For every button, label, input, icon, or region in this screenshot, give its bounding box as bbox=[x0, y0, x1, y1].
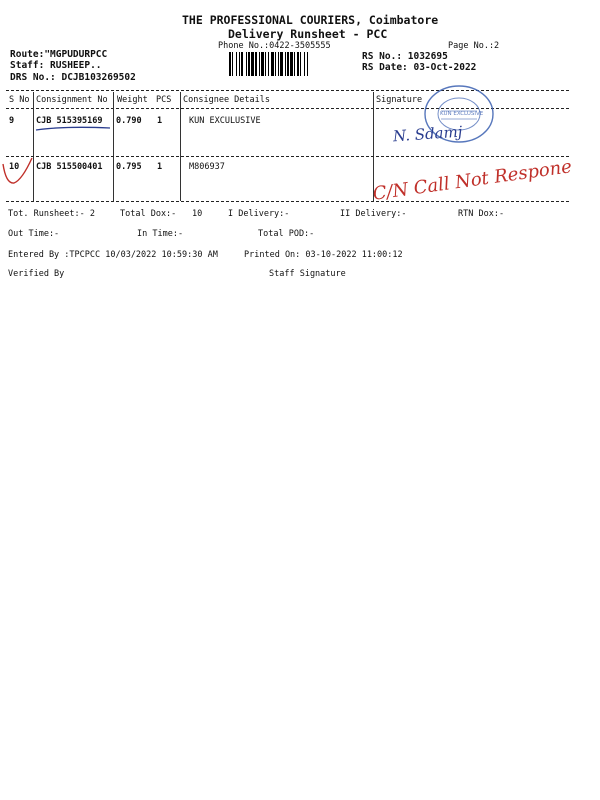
phone-number: Phone No.:0422-3505555 bbox=[218, 41, 331, 51]
row-divider bbox=[6, 156, 569, 157]
pen-underline bbox=[34, 123, 114, 133]
row-consignment: CJB 515395169 bbox=[36, 116, 103, 126]
col-header-signature: Signature bbox=[376, 95, 423, 105]
row-pcs: 1 bbox=[157, 116, 163, 126]
route-label: Route:"MGPUDURPCC bbox=[10, 49, 108, 60]
total-runsheet: Tot. Runsheet:- 2 bbox=[8, 209, 95, 219]
entered-by: Entered By :TPCPCC 10/03/2022 10:59:30 AM bbox=[8, 250, 218, 260]
red-check-mark bbox=[0, 150, 36, 190]
total-pod: Total POD:- bbox=[258, 229, 315, 239]
row-consignee: M806937 bbox=[189, 162, 225, 172]
drs-number: DRS No.: DCJB103269502 bbox=[10, 72, 136, 83]
rs-date: RS Date: 03-Oct-2022 bbox=[362, 62, 477, 73]
barcode bbox=[229, 52, 354, 76]
row-weight: 0.790 bbox=[116, 116, 142, 126]
handwritten-remark: C/N Call Not Respone bbox=[371, 156, 574, 205]
col-divider bbox=[113, 92, 114, 201]
col-header-pcs: PCS bbox=[156, 95, 172, 105]
stamp-text: KUN EXCLUSIVE bbox=[440, 111, 484, 117]
verified-by: Verified By bbox=[8, 269, 65, 279]
col-header-consignee: Consignee Details bbox=[183, 95, 270, 105]
ii-delivery: II Delivery:- bbox=[340, 209, 407, 219]
total-dox-label: Total Dox:- bbox=[120, 209, 177, 219]
col-header-weight: Weight bbox=[117, 95, 148, 105]
col-header-sno: S No bbox=[9, 95, 30, 105]
col-divider bbox=[180, 92, 181, 201]
row-sno: 10 bbox=[9, 162, 20, 172]
i-delivery: I Delivery:- bbox=[228, 209, 290, 219]
page-number: Page No.:2 bbox=[448, 41, 500, 51]
row-consignee: KUN EXCULUSIVE bbox=[189, 116, 261, 126]
document-title: Delivery Runsheet - PCC bbox=[228, 27, 388, 41]
rs-number: RS No.: 1032695 bbox=[362, 51, 448, 62]
staff-signature: Staff Signature bbox=[269, 269, 346, 279]
total-dox-value: 10 bbox=[192, 209, 203, 219]
rtn-dox: RTN Dox:- bbox=[458, 209, 505, 219]
row-pcs: 1 bbox=[157, 162, 163, 172]
handwritten-signature: N. Sdamj bbox=[392, 122, 463, 146]
out-time: Out Time:- bbox=[8, 229, 60, 239]
row-weight: 0.795 bbox=[116, 162, 142, 172]
company-name: THE PROFESSIONAL COURIERS, Coimbatore bbox=[182, 13, 439, 27]
in-time: In Time:- bbox=[137, 229, 184, 239]
row-sno: 9 bbox=[9, 116, 15, 126]
row-consignment: CJB 515500401 bbox=[36, 162, 103, 172]
col-header-consignment: Consignment No bbox=[36, 95, 108, 105]
table-bottom-rule bbox=[6, 201, 569, 202]
printed-on: Printed On: 03-10-2022 11:00:12 bbox=[244, 250, 403, 260]
staff-label: Staff: RUSHEEP.. bbox=[10, 60, 102, 71]
